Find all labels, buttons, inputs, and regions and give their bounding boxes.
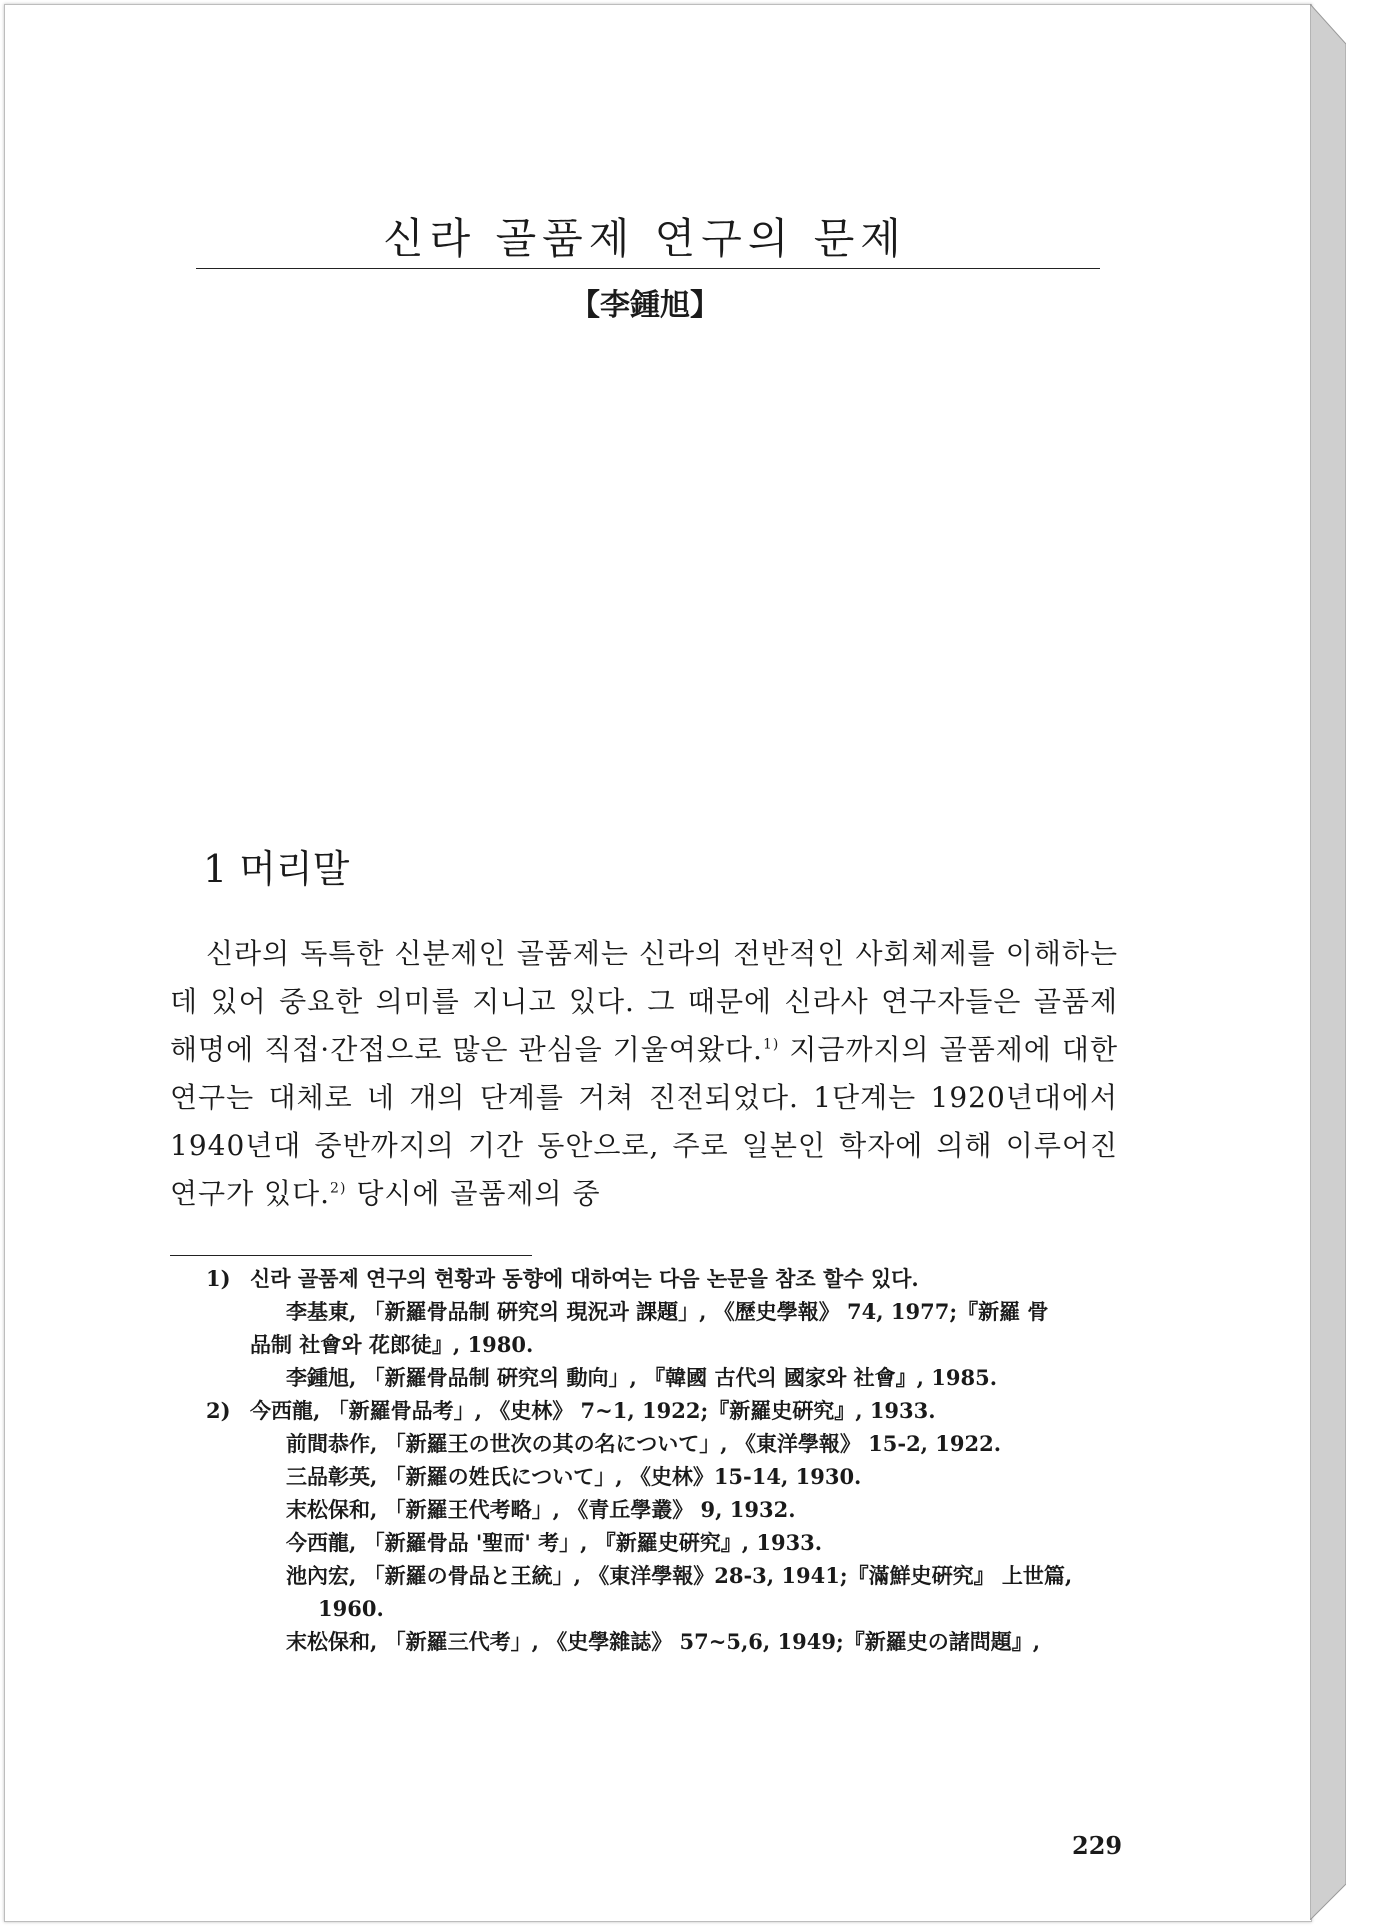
footnote-line: 신라 골품제 연구의 현황과 동향에 대하여는 다음 논문을 참조 할수 있다. — [250, 1266, 919, 1291]
footnote-line: 品制 社會와 花郎徒』, 1980. — [250, 1332, 534, 1357]
title-underline — [196, 268, 1100, 269]
body-text-part: 당시에 골품제의 중 — [346, 1177, 601, 1210]
body-text-part: 신라의 독특한 신분제인 골품제는 신라의 전반적인 사회체제를 이해하는 데 있어 중요한 의미를 지니고 있다. 그 때문에 신라사 연구자들은 골품제 해명에 직접·간접으로 많은 관심을 기울여왔다. — [170, 937, 1118, 1066]
footnote-item — [170, 1262, 1118, 1394]
footnote-line: 1960. — [318, 1596, 384, 1621]
body-text-part: 지금까지의 골품제에 대한 연구는 대체로 네 개의 단계를 거쳐 진전되었다. 1단계는 1920년대에서 1940년대 중반까지의 기간 동안으로, 주로 일본인 학자에 의해 이루어진 연구가 있다. — [170, 1033, 1118, 1210]
footnote-separator — [170, 1255, 532, 1256]
book-spine — [1310, 4, 1346, 1920]
footnote-line: 李基東, 「新羅骨品制 硏究의 現況과 課題」, 《歷史學報》 74, 1977;『新羅 骨 — [286, 1299, 1049, 1324]
footnote-line: 末松保和, 「新羅三代考」, 《史學雜誌》 57~5,6, 1949;『新羅史の諸問題』, — [286, 1629, 1041, 1654]
footnote-line: 今西龍, 「新羅骨品考」, 《史林》 7~1, 1922;『新羅史硏究』, 1933. — [250, 1398, 936, 1423]
footnote-line: 池內宏, 「新羅の骨品と王統」, 《東洋學報》28-3, 1941;『滿鮮史硏究』 上世篇, — [286, 1563, 1073, 1588]
footnote-line: 李鍾旭, 「新羅骨品制 硏究의 動向」, 『韓國 古代의 國家와 社會』, 1985. — [286, 1365, 998, 1390]
footnote-number: 2) — [206, 1398, 231, 1423]
footnote-line: 今西龍, 「新羅骨品 '聖而' 考」, 『新羅史硏究』, 1933. — [286, 1530, 823, 1555]
footnote-line: 前間恭作, 「新羅王の世次の其の名について」, 《東洋學報》 15-2, 1922. — [286, 1431, 1002, 1456]
author-name: 【李鍾旭】 — [570, 288, 720, 323]
footnotes — [170, 1262, 1118, 1658]
footnote-line: 三品彰英, 「新羅の姓氏について」, 《史林》15-14, 1930. — [286, 1464, 862, 1489]
footnote-line: 末松保和, 「新羅王代考略」, 《青丘學叢》 9, 1932. — [286, 1497, 796, 1522]
footnote-item — [170, 1394, 1118, 1658]
body-text — [170, 930, 1118, 1218]
footnote-ref: 2) — [330, 1180, 347, 1197]
page-number: 229 — [1072, 1831, 1123, 1860]
footnote-number: 1) — [206, 1266, 231, 1291]
footnote-ref: 1) — [762, 1036, 780, 1053]
section-heading: 1 머리말 — [203, 847, 350, 891]
body-paragraph — [170, 930, 1118, 1218]
article-title: 신라 골품제 연구의 문제 — [383, 214, 907, 263]
